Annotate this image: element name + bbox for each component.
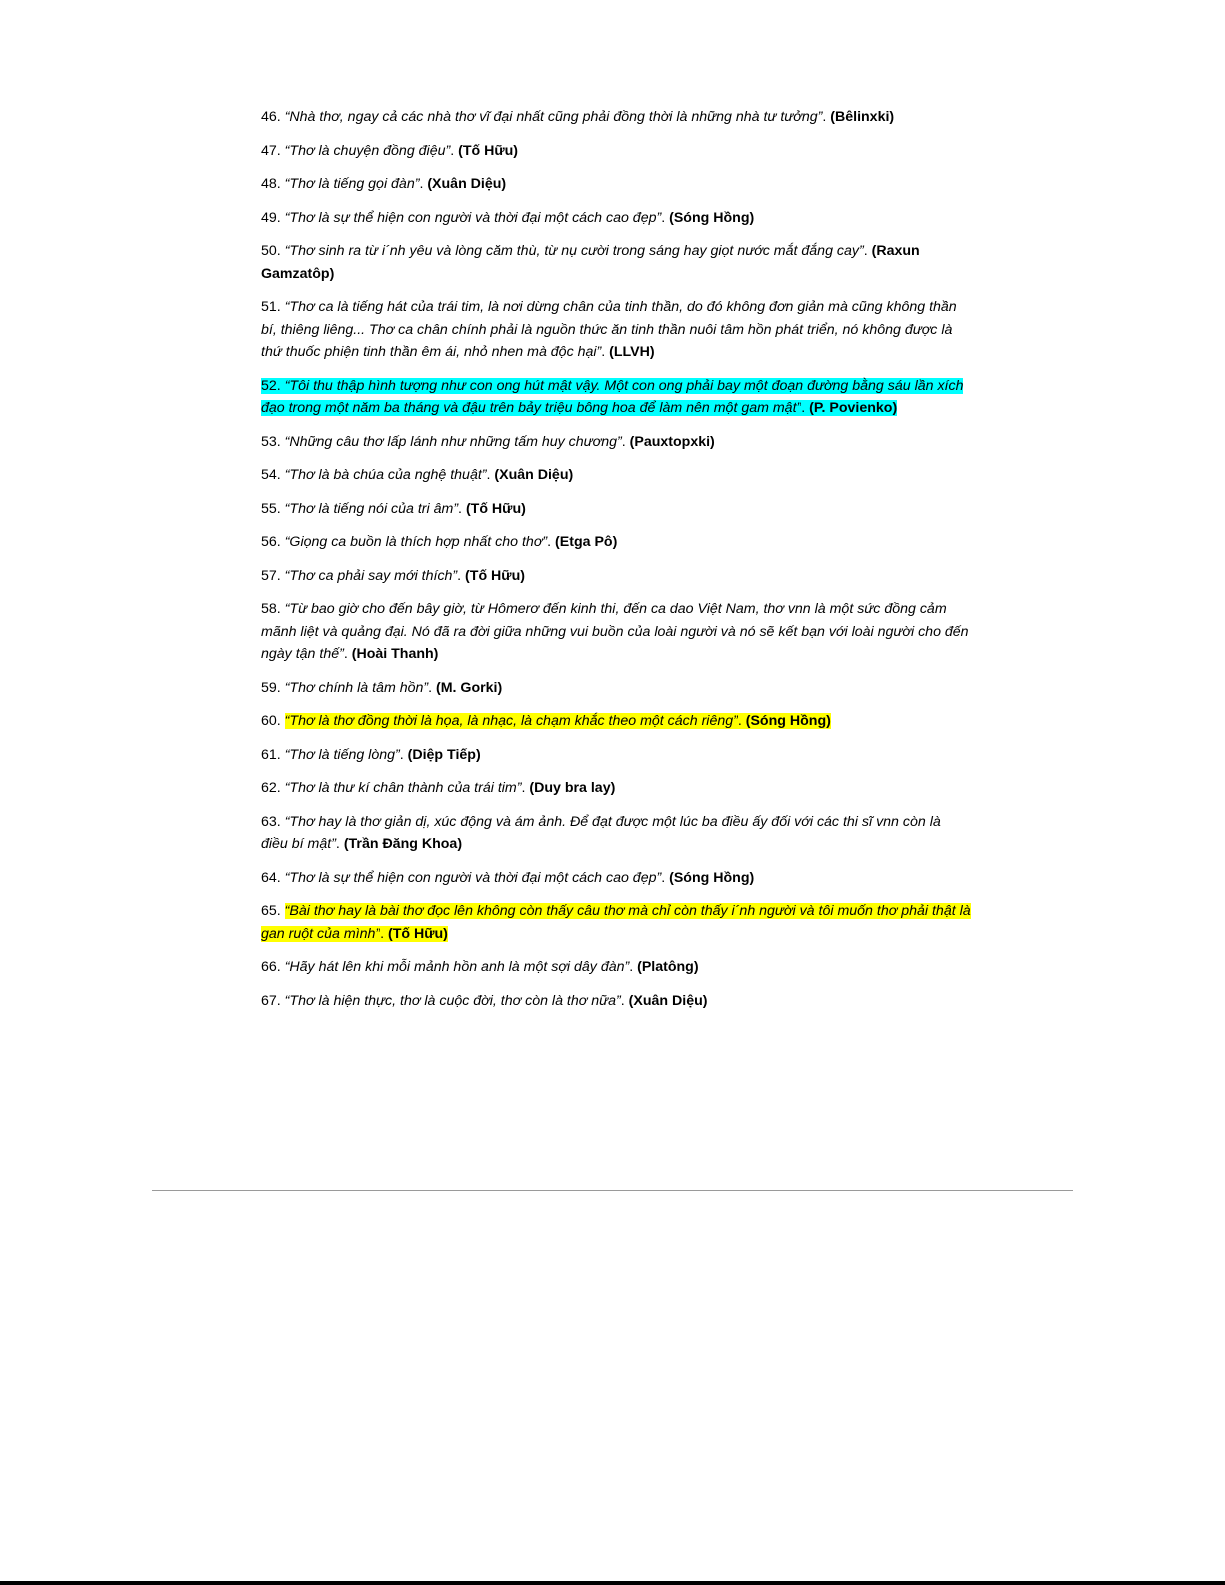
quote-text: “Những câu thơ lấp lánh như những tấm huy chương”	[284, 433, 622, 450]
quote-item: 67. “Thơ là hiện thực, thơ là cuộc đời, thơ còn là thơ nữa”. (Xuân Diệu)	[261, 992, 708, 1009]
quote-text: “Thơ là hiện thực, thơ là cuộc đời, thơ còn là thơ nữa”	[284, 992, 621, 1009]
quote-item: 52. “Tôi thu thập hình tượng như con ong hút mật vậy. Một con ong phải bay một đoạn đường bằng sáu lần xích đạo trong một năm ba tháng và đậu trên bảy triệu bông hoa để làm nên một gam mật”. (P. Povienko)	[261, 377, 964, 416]
quote-item: 51. “Thơ ca là tiếng hát của trái tim, là nơi dừng chân của tinh thần, do đó không đơn giản mà cũng không thần bí, thiêng liêng... Thơ ca chân chính phải là nguồn thức ăn tinh thần nuôi tâm hồn phát triển, nó không được là thứ thuốc phiện tinh thần êm ái, nhỏ nhen mà độc hại”. (LLVH)	[261, 299, 957, 360]
quote-number: 54.	[261, 467, 281, 483]
quote-number: 55.	[261, 500, 285, 517]
page-bottom-border	[0, 1581, 1225, 1585]
quote-text: “Nhà thơ, ngay cả các nhà thơ vĩ đại nhất cũng phải đồng thời là những nhà tư tưởng”	[284, 109, 823, 125]
quote-item: 61. “Thơ là tiếng lòng”. (Diệp Tiếp)	[261, 746, 481, 763]
quote-text: “Thơ là tiếng nói của tri âm”	[284, 500, 459, 517]
quote-author: (Platông)	[637, 959, 699, 975]
quote-number: 52.	[261, 377, 281, 394]
quote-number: 61.	[261, 746, 281, 763]
quote-number: 56.	[261, 534, 281, 550]
quote-item: 50. “Thơ sinh ra từ i´nh yêu và lòng căm thù, từ nụ cười trong sáng hay giọt nước mắt đắng cay”. (Raxun Gamzatôp)	[261, 243, 920, 282]
quote-number: 60.	[261, 713, 285, 729]
quote-text: “Thơ là thơ đồng thời là họa, là nhạc, là chạm khắc theo một cách riêng”	[284, 713, 738, 729]
quote-item: 64. “Thơ là sự thể hiện con người và thời đại một cách cao đẹp”. (Sóng Hồng)	[261, 869, 755, 886]
quote-author: (Sóng Hồng)	[669, 209, 755, 226]
quote-author: (Xuân Diệu)	[494, 467, 574, 483]
quote-item: 66. “Hãy hát lên khi mỗi mảnh hồn anh là một sợi dây đàn”. (Platông)	[261, 959, 699, 975]
quote-author: (Pauxtopxki)	[629, 433, 715, 450]
quote-item: 48. “Thơ là tiếng gọi đàn”. (Xuân Diệu)	[261, 176, 507, 192]
quote-text: “Bài thơ hay là bài thơ đọc lên không còn thấy câu thơ mà chỉ còn thấy i´nh người và tôi muốn thơ phải thật là gan ruột của mình”	[261, 903, 971, 942]
quote-author: (Tố Hữu)	[458, 142, 519, 159]
quote-text: “Thơ chính là tâm hồn”	[284, 679, 429, 696]
quote-number: 64.	[261, 869, 281, 886]
quote-item: 49. “Thơ là sự thể hiện con người và thời đại một cách cao đẹp”. (Sóng Hồng)	[261, 209, 755, 226]
quote-item: 55. “Thơ là tiếng nói của tri âm”. (Tố Hữu)	[261, 500, 526, 517]
quote-author: (Xuân Diệu)	[628, 992, 708, 1009]
quote-number: 53.	[261, 433, 285, 450]
quote-author: (Sóng Hồng)	[745, 713, 831, 729]
quote-text: “Hãy hát lên khi mỗi mảnh hồn anh là một sợi dây đàn”	[284, 959, 630, 975]
quote-item: 63. “Thơ hay là thơ giản dị, xúc động và ám ảnh. Để đạt được một lúc ba điều ấy đối với các thi sĩ vnn còn là điều bí mật”. (Trần Đăng Khoa)	[261, 813, 941, 852]
quote-number: 59.	[261, 679, 281, 696]
quote-author: (LLVH)	[609, 344, 655, 360]
quote-text: “Tôi thu thập hình tượng như con ong hút mật vậy. Một con ong phải bay một đoạn đường bằng sáu lần xích đạo trong một năm ba tháng và đậu trên bảy triệu bông hoa để làm nên một gam mật”	[261, 377, 964, 416]
quote-author: (Bêlinxki)	[830, 109, 895, 125]
quote-text: “Thơ ca phải say mới thích”	[284, 567, 458, 584]
quote-item: 62. “Thơ là thư kí chân thành của trái tim”. (Duy bra lay)	[261, 780, 616, 796]
quote-text: “Thơ là sự thể hiện con người và thời đại một cách cao đẹp”	[284, 869, 662, 886]
quote-text: “Thơ ca là tiếng hát của trái tim, là nơi dừng chân của tinh thần, do đó không đơn giản mà cũng không thần bí, thiêng liêng... Thơ ca chân chính phải là nguồn thức ăn tinh thần nuôi tâm hồn phát triển, nó không được là thứ thuốc phiện tinh thần êm ái, nhỏ nhen mà độc hại”	[261, 299, 957, 360]
quote-item: 58. “Từ bao giờ cho đến bây giờ, từ Hômerơ đến kinh thi, đến ca dao Việt Nam, thơ vnn là một sức đồng cảm mãnh liệt và quảng đại. Nó đã ra đời giữa những vui buồn của loài người và nó sẽ kết bạn với loài người cho đến ngày tận thế”. (Hoài Thanh)	[261, 601, 969, 662]
quote-author: (P. Povienko)	[809, 400, 898, 416]
quote-number: 51.	[261, 299, 281, 315]
quote-text: “Thơ là chuyện đồng điệu”	[284, 142, 451, 159]
quote-number: 63.	[261, 813, 281, 830]
quote-text: “Thơ sinh ra từ i´nh yêu và lòng căm thù, từ nụ cười trong sáng hay giọt nước mắt đắng cay”	[284, 243, 864, 259]
quote-number: 57.	[261, 567, 285, 584]
quote-number: 46.	[261, 109, 281, 125]
quote-number: 49.	[261, 209, 281, 226]
quote-text: “Thơ là tiếng lòng”	[284, 746, 400, 763]
quote-number: 62.	[261, 780, 281, 796]
quote-author: (Hoài Thanh)	[351, 646, 439, 662]
quote-item: 53. “Những câu thơ lấp lánh như những tấm huy chương”. (Pauxtopxki)	[261, 433, 715, 450]
quote-text: “Từ bao giờ cho đến bây giờ, từ Hômerơ đến kinh thi, đến ca dao Việt Nam, thơ vnn là một sức đồng cảm mãnh liệt và quảng đại. Nó đã ra đời giữa những vui buồn của loài người và nó sẽ kết bạn với loài người cho đến ngày tận thế”	[261, 601, 969, 662]
quote-number: 50.	[261, 243, 281, 259]
quote-item: 65. “Bài thơ hay là bài thơ đọc lên không còn thấy câu thơ mà chỉ còn thấy i´nh người và tôi muốn thơ phải thật là gan ruột của mình”. (Tố Hữu)	[261, 903, 971, 942]
quote-text: “Thơ hay là thơ giản dị, xúc động và ám ảnh. Để đạt được một lúc ba điều ấy đối với các thi sĩ vnn còn là điều bí mật”	[261, 813, 941, 852]
footer-divider	[152, 1190, 1073, 1191]
quote-author: (Trần Đăng Khoa)	[343, 836, 463, 852]
quote-author: (Xuân Diệu)	[427, 176, 507, 192]
quote-list	[261, 106, 971, 1023]
quote-number: 58.	[261, 601, 281, 617]
quote-number: 67.	[261, 992, 285, 1009]
quote-text: “Thơ là thư kí chân thành của trái tim”	[284, 780, 522, 796]
quote-author: (Tố Hữu)	[465, 500, 526, 517]
quote-author: (Duy bra lay)	[529, 780, 616, 796]
quote-number: 65.	[261, 903, 285, 919]
quote-text: “Thơ là tiếng gọi đàn”	[284, 176, 420, 192]
quote-item: 54. “Thơ là bà chúa của nghệ thuật”. (Xuân Diệu)	[261, 467, 574, 483]
quote-author: (Etga Pô)	[555, 534, 618, 550]
quote-author: (Raxun Gamzatôp)	[261, 243, 920, 282]
quote-item: 46. “Nhà thơ, ngay cả các nhà thơ vĩ đại nhất cũng phải đồng thời là những nhà tư tưởng”. (Bêlinxki)	[261, 109, 895, 125]
quote-author: (Tố Hữu)	[465, 567, 525, 584]
quote-item: 60. “Thơ là thơ đồng thời là họa, là nhạc, là chạm khắc theo một cách riêng”. (Sóng Hồng)	[261, 713, 831, 729]
quote-number: 47.	[261, 142, 285, 159]
quote-item: 57. “Thơ ca phải say mới thích”. (Tố Hữu)	[261, 567, 525, 584]
quote-text: “Thơ là sự thể hiện con người và thời đại một cách cao đẹp”	[284, 209, 662, 226]
quote-text: “Giọng ca buồn là thích hợp nhất cho thơ”	[284, 534, 548, 550]
quote-text: “Thơ là bà chúa của nghệ thuật”	[284, 467, 487, 483]
quote-author: (Diệp Tiếp)	[407, 746, 481, 763]
quote-item: 56. “Giọng ca buồn là thích hợp nhất cho thơ”. (Etga Pô)	[261, 534, 618, 550]
quote-number: 48.	[261, 176, 285, 192]
quote-author: (M. Gorki)	[436, 679, 503, 696]
quote-number: 66.	[261, 959, 281, 975]
quote-item: 59. “Thơ chính là tâm hồn”. (M. Gorki)	[261, 679, 503, 696]
quote-author: (Tố Hữu)	[387, 925, 448, 942]
quote-item: 47. “Thơ là chuyện đồng điệu”. (Tố Hữu)	[261, 142, 519, 159]
quote-author: (Sóng Hồng)	[669, 869, 755, 886]
